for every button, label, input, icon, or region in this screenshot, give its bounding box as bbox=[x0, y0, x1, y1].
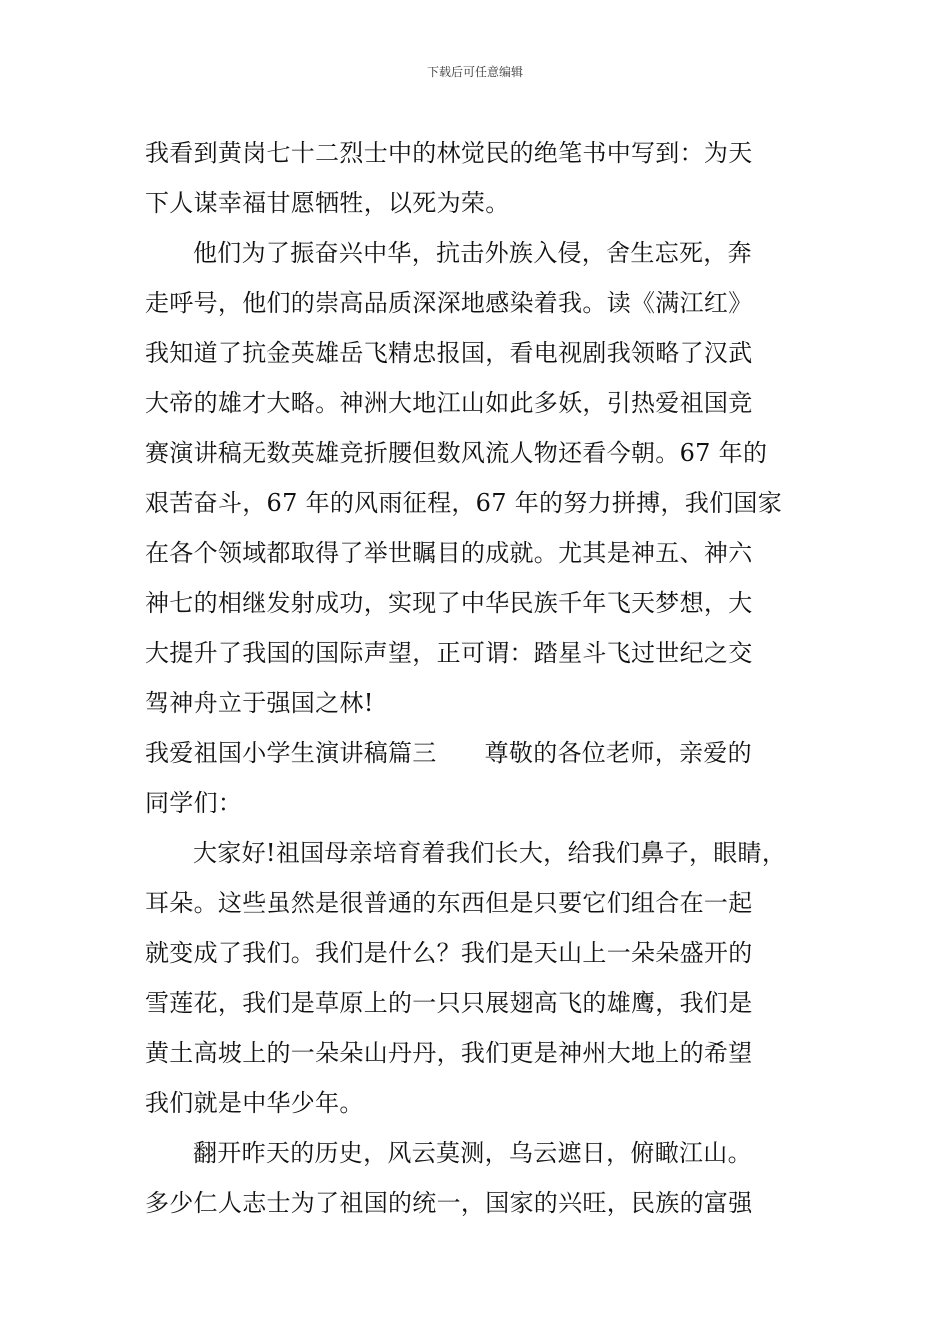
text-line: 大家好!祖国母亲培育着我们长大，给我们鼻子，眼睛， bbox=[193, 839, 787, 867]
text-line: 大提升了我国的国际声望，正可谓：踏星斗飞过世纪之交 bbox=[145, 639, 753, 667]
page-header: 下载后可任意编辑 bbox=[426, 65, 523, 79]
document-body bbox=[145, 128, 810, 1228]
text-line: 翻开昨天的历史，风云莫测，乌云遮日，俯瞰江山。 bbox=[193, 1139, 752, 1167]
text-line: 走呼号，他们的崇高品质深深地感染着我。读《满江红》 bbox=[145, 289, 753, 317]
salutation: 尊敬的各位老师，亲爱的 bbox=[484, 739, 752, 767]
text-line: 下人谋幸福甘愿牺牲，以死为荣。 bbox=[145, 189, 510, 217]
text-line: 驾神舟立于强国之林! bbox=[145, 689, 374, 717]
text-line: 神七的相继发射成功，实现了中华民族千年飞天梦想，大 bbox=[145, 589, 753, 617]
text-line: 艰苦奋斗，67 年的风雨征程，67 年的努力拼搏，我们国家 bbox=[145, 489, 783, 517]
text-line: 雪莲花，我们是草原上的一只只展翅高飞的雄鹰，我们是 bbox=[145, 989, 753, 1017]
text-line: 多少仁人志士为了祖国的统一，国家的兴旺，民族的富强 bbox=[145, 1189, 753, 1217]
text-line: 就变成了我们。我们是什么？我们是天山上一朵朵盛开的 bbox=[145, 939, 753, 967]
text-line: 我看到黄岗七十二烈士中的林觉民的绝笔书中写到：为天 bbox=[145, 139, 753, 167]
text-line: 我们就是中华少年。 bbox=[145, 1089, 364, 1117]
section-heading-line bbox=[145, 728, 810, 778]
text-line: 赛演讲稿无数英雄竞折腰但数风流人物还看今朝。67 年的 bbox=[145, 439, 768, 467]
text-line: 我知道了抗金英雄岳飞精忠报国，看电视剧我领略了汉武 bbox=[145, 339, 753, 367]
text-line: 他们为了振奋兴中华，抗击外族入侵，舍生忘死，奔 bbox=[193, 239, 752, 267]
section-title: 我爱祖国小学生演讲稿篇三 bbox=[145, 739, 437, 767]
text-line: 黄土高坡上的一朵朵山丹丹，我们更是神州大地上的希望 bbox=[145, 1039, 753, 1067]
text-line: 在各个领域都取得了举世瞩目的成就。尤其是神五、神六 bbox=[145, 539, 753, 567]
text-line: 耳朵。这些虽然是很普通的东西但是只要它们组合在一起 bbox=[145, 889, 753, 917]
text-line: 大帝的雄才大略。神洲大地江山如此多妖，引热爱祖国竞 bbox=[145, 389, 753, 417]
text-line: 同学们： bbox=[145, 789, 243, 817]
